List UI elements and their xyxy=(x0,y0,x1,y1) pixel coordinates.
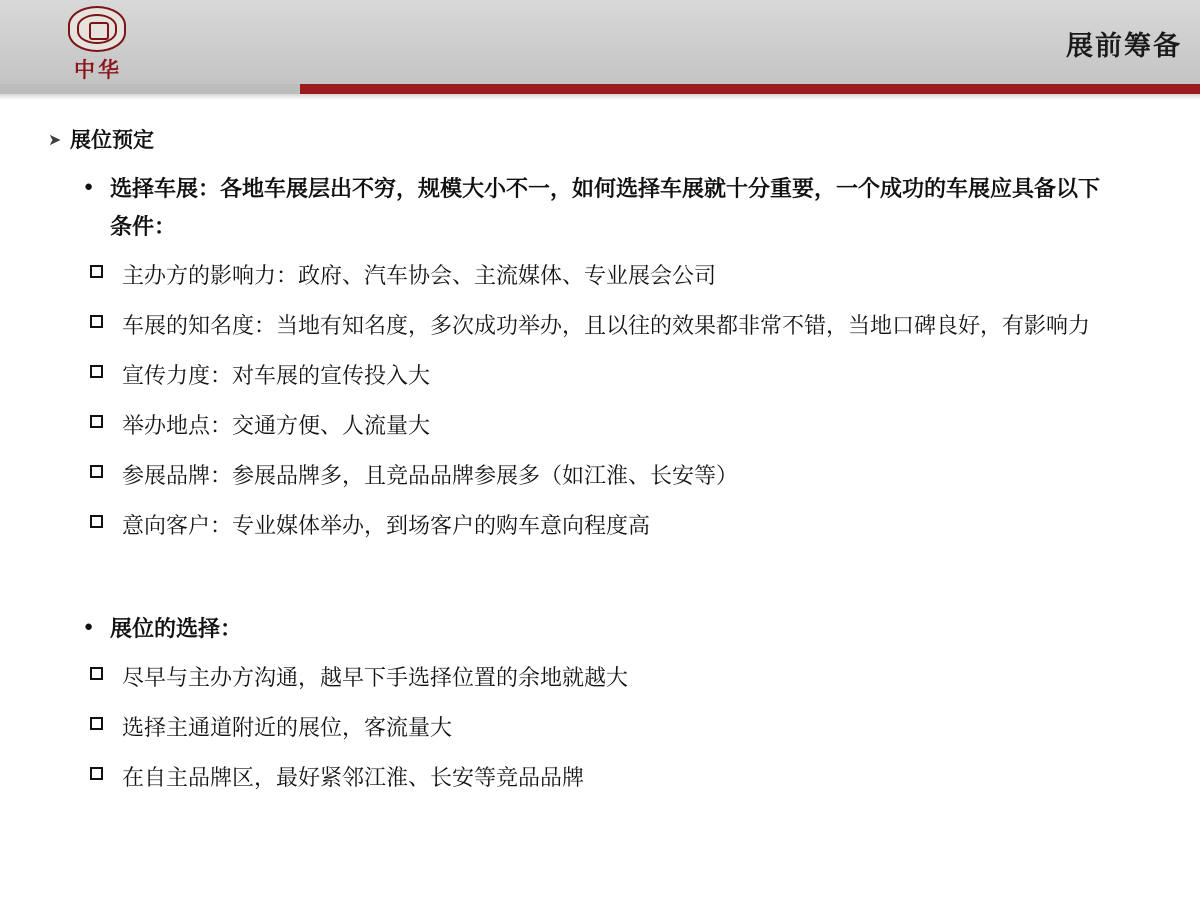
slide-header xyxy=(0,0,1200,84)
list-item xyxy=(90,456,1160,496)
section-heading-label: 展位预定 xyxy=(70,129,154,152)
list-item-label: 主办方的影响力：政府、汽车协会、主流媒体、专业展会公司 xyxy=(122,263,717,288)
block-heading xyxy=(84,610,1160,648)
list-item xyxy=(90,406,1160,446)
list-item xyxy=(90,708,1160,748)
brand-logo xyxy=(56,6,140,84)
list-item-label: 尽早与主办方沟通，越早下手选择位置的余地就越大 xyxy=(122,665,629,690)
square-bullet-icon xyxy=(90,415,122,433)
square-bullet-icon xyxy=(90,265,122,283)
square-bullet-icon xyxy=(90,667,122,685)
list-item xyxy=(90,356,1160,396)
list-item xyxy=(90,658,1160,698)
list-item xyxy=(90,256,1160,296)
header-bar-grey xyxy=(0,84,300,94)
list-item xyxy=(90,758,1160,798)
list-item-label: 参展品牌：参展品牌多，且竞品品牌参展多（如江淮、长安等） xyxy=(122,463,739,488)
list-item xyxy=(90,506,1160,546)
square-bullet-icon xyxy=(90,465,122,483)
list-item-label: 意向客户：专业媒体举办，到场客户的购车意向程度高 xyxy=(122,513,651,538)
header-bar-accent xyxy=(300,84,1200,94)
list-item xyxy=(90,306,1160,346)
slide-content xyxy=(0,108,1200,808)
header-shadow xyxy=(0,94,1200,100)
list-item-label: 在自主品牌区，最好紧邻江淮、长安等竞品品牌 xyxy=(122,765,585,790)
square-bullet-icon xyxy=(90,365,122,383)
list-item-label: 宣传力度：对车展的宣传投入大 xyxy=(122,363,431,388)
list-item-label: 车展的知名度：当地有知名度，多次成功举办，且以往的效果都非常不错，当地口碑良好，有影响力 xyxy=(122,313,1091,338)
square-bullet-icon xyxy=(90,315,122,333)
square-bullet-icon xyxy=(90,767,122,785)
block-heading xyxy=(84,170,1160,246)
block-spacer xyxy=(40,556,1160,596)
square-bullet-icon xyxy=(90,515,122,533)
brand-logo-text: 中华 xyxy=(74,59,122,82)
arrow-bullet-icon: ➤ xyxy=(48,132,62,149)
brilliance-emblem-icon xyxy=(68,6,126,52)
square-bullet-icon xyxy=(90,717,122,735)
disc-bullet-icon: ● xyxy=(84,618,94,635)
list-item-label: 举办地点：交通方便、人流量大 xyxy=(122,413,431,438)
disc-bullet-icon: ● xyxy=(84,178,94,195)
block-heading-label: 展位的选择： xyxy=(110,616,243,641)
list-item-label: 选择主通道附近的展位，客流量大 xyxy=(122,715,453,740)
block-heading-label: 选择车展：各地车展层出不穷，规模大小不一，如何选择车展就十分重要，一个成功的车展应具备以下条件： xyxy=(110,176,1101,239)
section-heading xyxy=(48,126,1160,156)
page-title: 展前筹备 xyxy=(1066,31,1182,61)
